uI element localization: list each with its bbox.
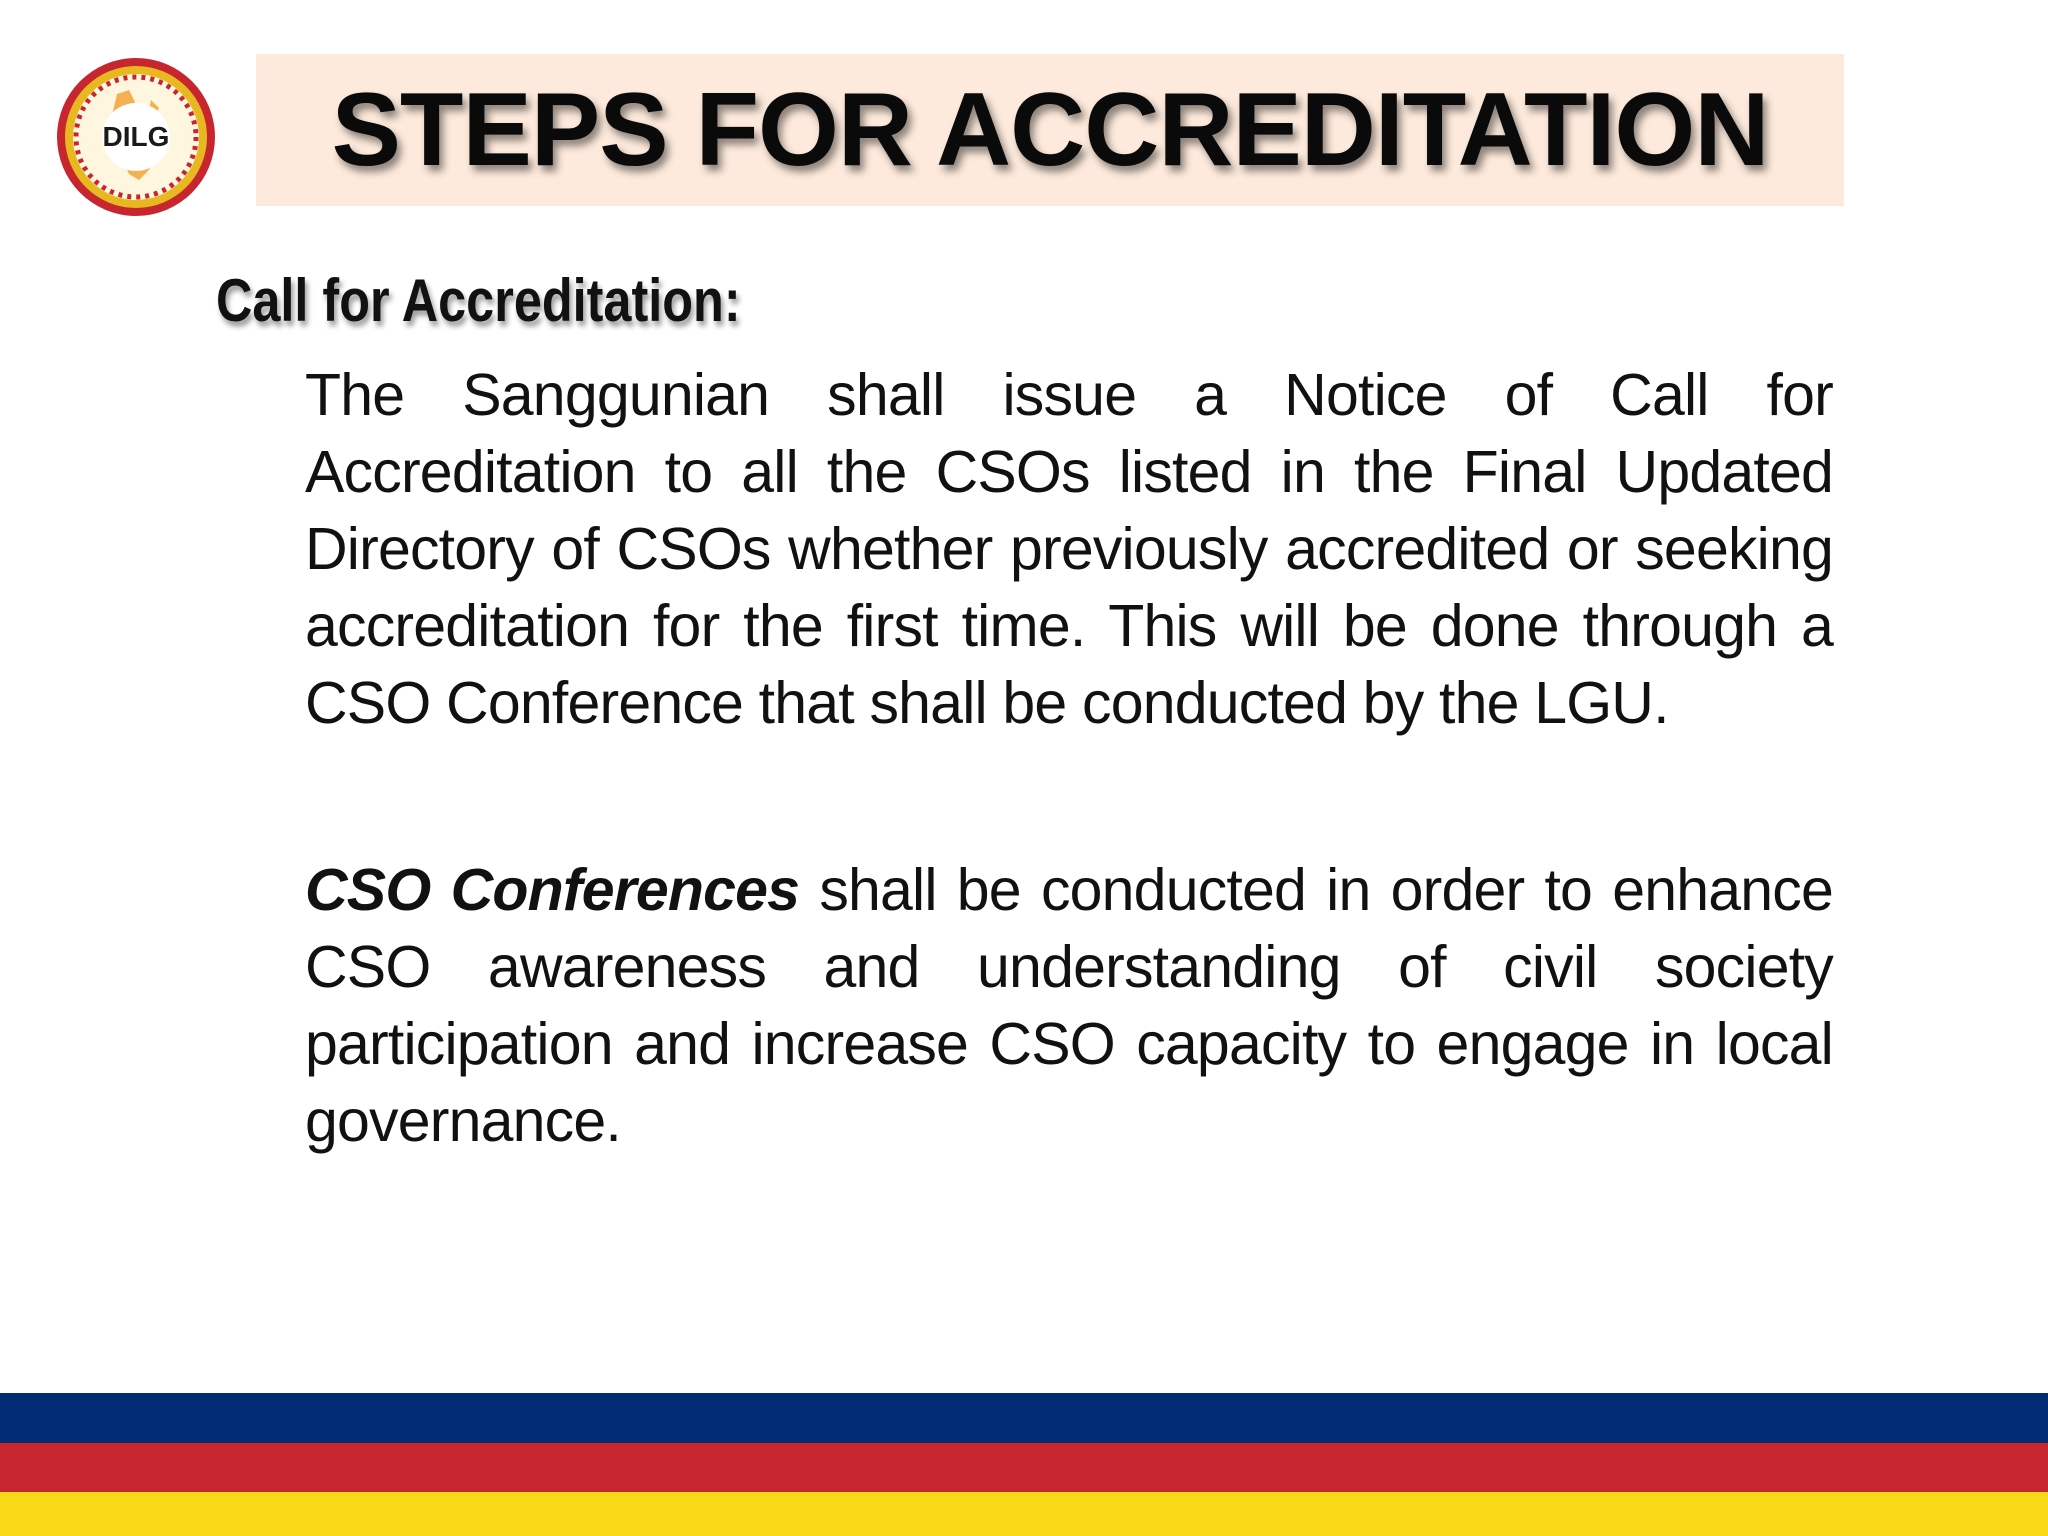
footer-stripe-red [0,1443,2048,1492]
title-banner [256,54,1844,206]
page-title: STEPS FOR ACCREDITATION [331,71,1769,188]
paragraph-cso-conferences [305,852,1833,1160]
paragraph-call-for-accreditation: The Sanggunian shall issue a Notice of Call for Accreditation to all the CSOs listed in the Final Updated Directory of CSOs whether previously accredited or seeking accreditation for the first time. This will be done through a CSO Conference that shall be conducted by the LGU. [305,362,1833,736]
logo-text: DILG [102,121,170,152]
dilg-logo [55,56,217,218]
footer-stripe-yellow [0,1492,2048,1536]
footer-stripe-blue [0,1393,2048,1443]
section-heading: Call for Accreditation: [216,267,741,334]
cso-conferences-text: shall be conducted in order to enhance CSO awareness and understanding of civil society participation and increase CSO capacity to engage in local governance. [305,857,1833,1154]
cso-conferences-emphasis: CSO Conferences [305,857,800,923]
